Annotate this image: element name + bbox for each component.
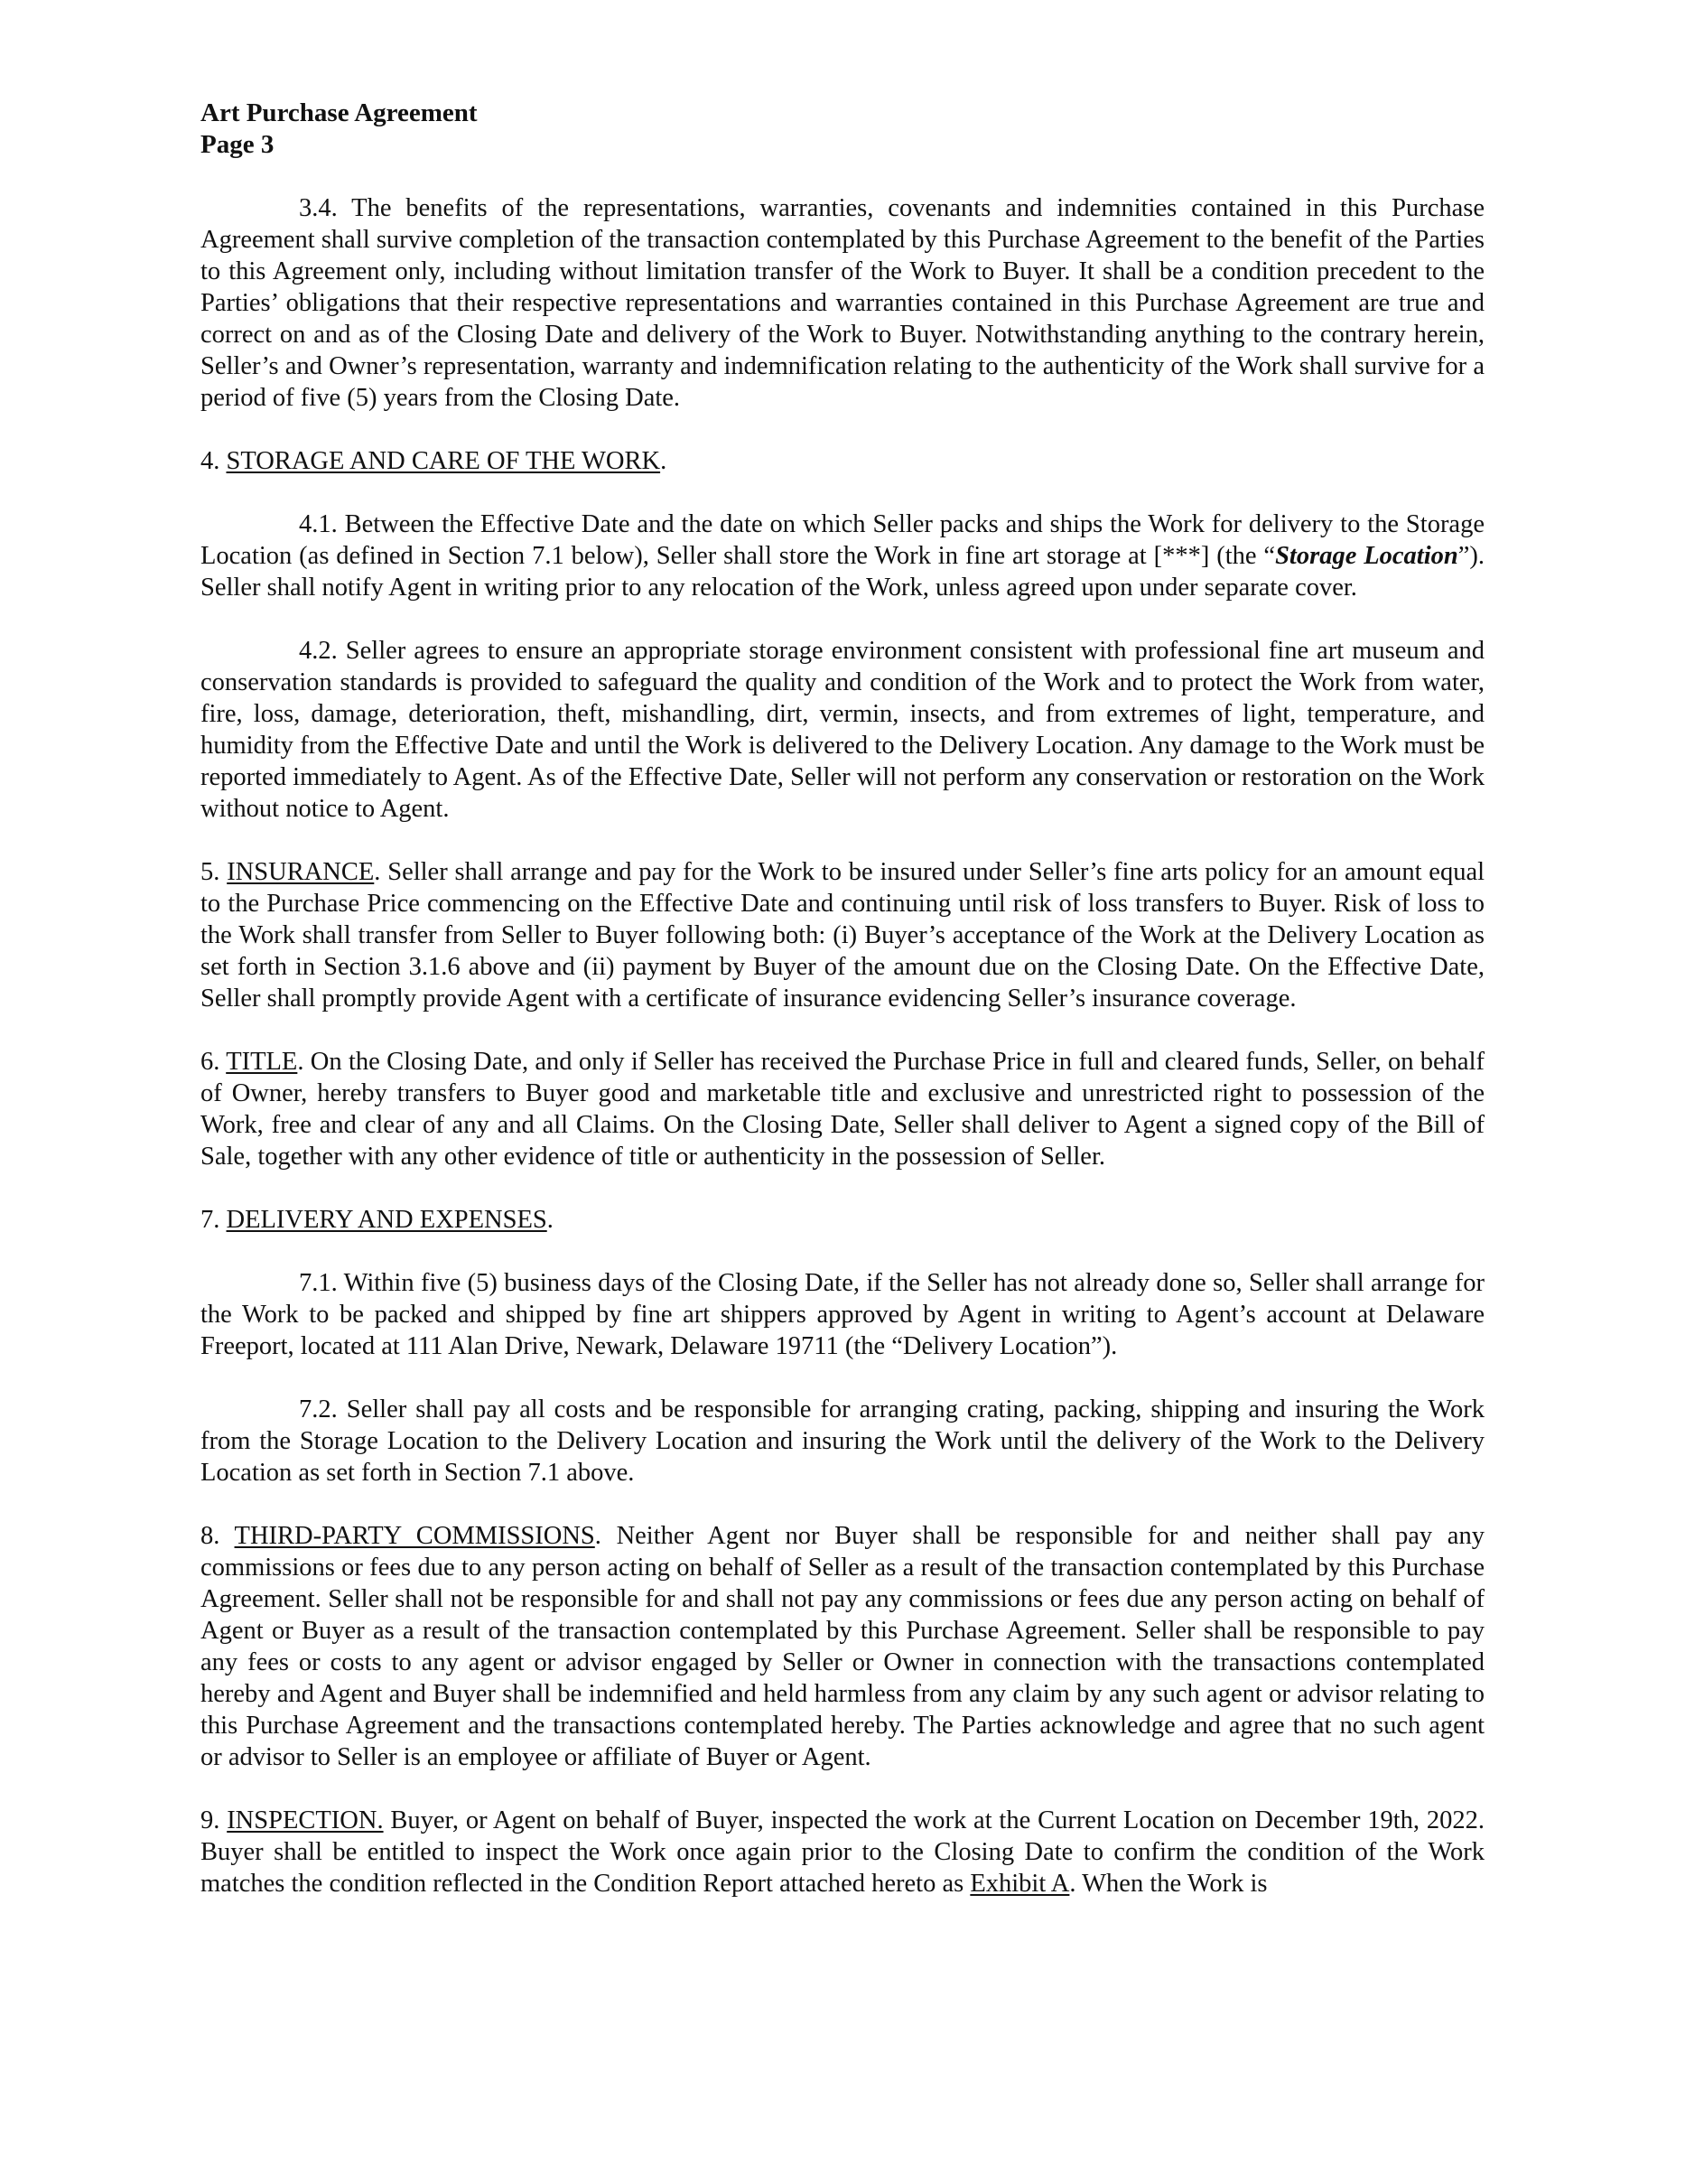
heading-period: . xyxy=(660,447,667,475)
paragraph-text: . On the Closing Date, and only if Seller has received the Purchase Price in full and cleared funds, Seller, on behalf of Owner, hereby transfers to Buyer good and marketable title and exclusive and unrestricted right to possession of the Work, free and clear of any and all Claims. On the Closing Date, Seller shall deliver to Agent a signed copy of the Bill of Sale, together with any other evidence of title or authenticity in the possession of Seller. xyxy=(200,1048,1485,1171)
spacer xyxy=(200,1773,1485,1805)
section-number: 8. xyxy=(200,1522,220,1550)
section-heading: DELIVERY AND EXPENSES xyxy=(226,1206,547,1234)
page-content xyxy=(200,98,1485,1899)
paragraph-text: Buyer, or Agent on behalf of Buyer, inspected the work at the Current Location on December 19th, 2022. Buyer shall be entitled to inspect the Work once again prior to the Closing Date to confirm the condition of the Work matches the condition reflected in the Condition Report attached hereto as xyxy=(200,1806,1485,1898)
paragraph-text: . Seller shall arrange and pay for the Work to be insured under Seller’s fine arts policy for an amount equal to the Purchase Price commencing on the Effective Date and continuing until risk of loss transfers to Buyer. Risk of loss to the Work shall transfer from Seller to Buyer following both: (i) Buyer’s acceptance of the Work at the Delivery Location as set forth in Section 3.1.6 above and (ii) payment by Buyer of the amount due on the Closing Date. On the Effective Date, Seller shall promptly provide Agent with a certificate of insurance evidencing Seller’s insurance coverage. xyxy=(200,858,1485,1013)
document-title: Art Purchase Agreement xyxy=(200,98,478,127)
spacer xyxy=(200,1236,1485,1267)
section-number: 9. xyxy=(200,1806,220,1834)
section-8 xyxy=(200,1520,1485,1773)
section-number: 6. xyxy=(200,1048,220,1076)
section-4-1 xyxy=(200,509,1485,603)
section-heading: THIRD-PARTY COMMISSIONS xyxy=(234,1522,595,1550)
spacer xyxy=(200,1489,1485,1520)
section-3-4: 3.4. The benefits of the representations, warranties, covenants and indemnities contained in this Purchase Agreement shall survive completion of the transaction contemplated by this Purchase Agreement to the benefit of the Parties to this Agreement only, including without limitation transfer of the Work to Buyer. It shall be a condition precedent to the Parties’ obligations that their respective representations and warranties contained in this Purchase Agreement are true and correct on and as of the Closing Date and delivery of the Work to Buyer. Notwithstanding anything to the contrary herein, Seller’s and Owner’s representation, warranty and indemnification relating to the authenticity of the Work shall survive for a period of five (5) years from the Closing Date. xyxy=(200,194,1485,412)
section-number: 7. xyxy=(200,1206,220,1234)
section-heading: STORAGE AND CARE OF THE WORK xyxy=(226,447,661,475)
section-9 xyxy=(200,1805,1485,1899)
defined-term: Storage Location xyxy=(1275,542,1458,570)
section-heading: TITLE xyxy=(226,1048,298,1076)
section-7-heading xyxy=(200,1204,1485,1236)
spacer xyxy=(200,161,1485,192)
section-7-1: 7.1. Within five (5) business days of the Closing Date, if the Seller has not already done so, Seller shall arrange for the Work to be packed and shipped by fine art shippers approved by Agent in writing to Agent’s account at Delaware Freeport, located at 111 Alan Drive, Newark, Delaware 19711 (the “Delivery Location”). xyxy=(200,1269,1485,1360)
paragraph-text: . When the Work is xyxy=(1069,1870,1268,1898)
section-5 xyxy=(200,856,1485,1014)
exhibit-a-reference: Exhibit A xyxy=(970,1870,1070,1898)
spacer xyxy=(200,1362,1485,1394)
paragraph-text: 4.1. Between the Effective Date and the date on which Seller packs and ships the Work for delivery to the Storage Location (as defined in Section 7.1 below), Seller shall store the Work in fine art storage at [***] (the “ xyxy=(200,510,1485,570)
spacer xyxy=(200,414,1485,445)
section-4-heading xyxy=(200,445,1485,477)
section-heading: INSURANCE xyxy=(227,858,375,886)
spacer xyxy=(200,603,1485,635)
spacer xyxy=(200,825,1485,856)
section-number: 5. xyxy=(200,858,220,886)
page-number: Page 3 xyxy=(200,130,275,159)
spacer xyxy=(200,477,1485,509)
section-7-2: 7.2. Seller shall pay all costs and be responsible for arranging crating, packing, shipping and insuring the Work from the Storage Location to the Delivery Location and insuring the Work until the delivery of the Work to the Delivery Location as set forth in Section 7.1 above. xyxy=(200,1395,1485,1487)
section-4-2: 4.2. Seller agrees to ensure an appropriate storage environment consistent with professional fine art museum and conservation standards is provided to safeguard the quality and condition of the Work and to protect the Work from water, fire, loss, damage, deterioration, theft, mishandling, dirt, vermin, insects, and from extremes of light, temperature, and humidity from the Effective Date and until the Work is delivered to the Delivery Location. Any damage to the Work must be reported immediately to Agent. As of the Effective Date, Seller will not perform any conservation or restoration on the Work without notice to Agent. xyxy=(200,637,1485,823)
spacer xyxy=(200,1014,1485,1046)
paragraph-text: . Neither Agent nor Buyer shall be responsible for and neither shall pay any commissions or fees due to any person acting on behalf of Seller as a result of the transaction contemplated by this Purchase Agreement. Seller shall not be responsible for and shall not pay any commissions or fees due any person acting on behalf of Agent or Buyer as a result of the transaction contemplated by this Purchase Agreement. Seller shall be responsible to pay any fees or costs to any agent or advisor engaged by Seller or Owner in connection with the transactions contemplated hereby and Agent and Buyer shall be indemnified and held harmless from any claim by any such agent or advisor relating to this Purchase Agreement and the transactions contemplated hereby. The Parties acknowledge and agree that no such agent or advisor to Seller is an employee or affiliate of Buyer or Agent. xyxy=(200,1522,1485,1771)
heading-period: . xyxy=(546,1206,554,1234)
spacer xyxy=(200,1172,1485,1204)
section-number: 4. xyxy=(200,447,220,475)
section-heading: INSPECTION. xyxy=(227,1806,384,1834)
paragraph-text: ”). Seller shall notify Agent in writing prior to any relocation of the Work, unless agreed upon under separate cover. xyxy=(200,542,1485,602)
section-6 xyxy=(200,1046,1485,1172)
